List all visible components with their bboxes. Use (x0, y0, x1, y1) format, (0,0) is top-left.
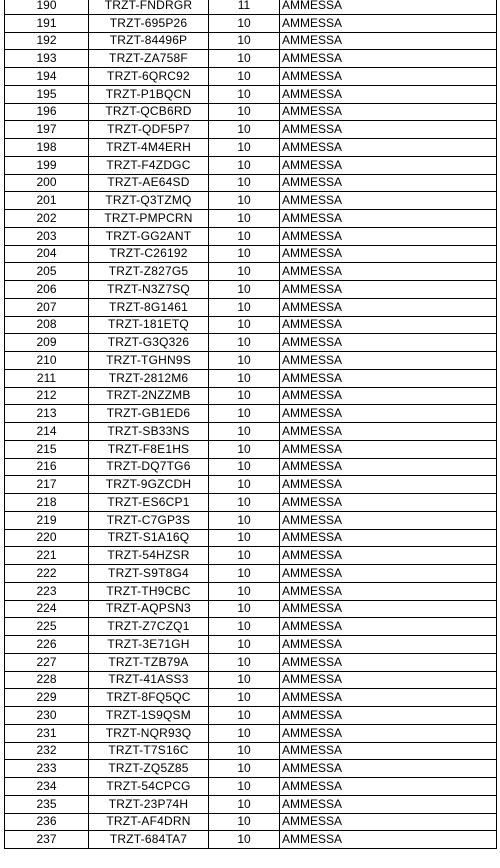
status-cell: AMMESSA (280, 352, 497, 370)
table-row (5, 760, 497, 778)
row-number: 201 (5, 192, 89, 210)
code-cell: TRZT-ZQ5Z85 (89, 760, 209, 778)
status-cell: AMMESSA (280, 760, 497, 778)
status-cell: AMMESSA (280, 724, 497, 742)
table-row (5, 227, 497, 245)
row-number: 210 (5, 352, 89, 370)
score-cell: 10 (209, 387, 280, 405)
code-cell: TRZT-695P26 (89, 14, 209, 32)
row-number: 208 (5, 316, 89, 334)
status-cell: AMMESSA (280, 618, 497, 636)
score-cell: 10 (209, 139, 280, 157)
score-cell: 10 (209, 511, 280, 529)
code-cell: TRZT-4M4ERH (89, 139, 209, 157)
table-row (5, 139, 497, 157)
code-cell: TRZT-DQ7TG6 (89, 458, 209, 476)
code-cell: TRZT-PMPCRN (89, 210, 209, 228)
code-cell: TRZT-Q3TZMQ (89, 192, 209, 210)
score-cell: 10 (209, 440, 280, 458)
score-cell: 10 (209, 689, 280, 707)
score-cell: 10 (209, 547, 280, 565)
score-cell: 10 (209, 352, 280, 370)
status-cell: AMMESSA (280, 653, 497, 671)
status-cell: AMMESSA (280, 50, 497, 68)
row-number: 209 (5, 334, 89, 352)
table-row (5, 423, 497, 441)
table-row (5, 281, 497, 299)
score-cell: 10 (209, 724, 280, 742)
code-cell: TRZT-N3Z7SQ (89, 281, 209, 299)
score-cell: 10 (209, 653, 280, 671)
status-cell: AMMESSA (280, 227, 497, 245)
row-number: 221 (5, 547, 89, 565)
table-row (5, 68, 497, 86)
score-cell: 10 (209, 210, 280, 228)
code-cell: TRZT-F4ZDGC (89, 156, 209, 174)
score-cell: 10 (209, 14, 280, 32)
status-cell: AMMESSA (280, 795, 497, 813)
status-cell: AMMESSA (280, 689, 497, 707)
row-number: 230 (5, 707, 89, 725)
status-cell: AMMESSA (280, 139, 497, 157)
table-row (5, 352, 497, 370)
code-cell: TRZT-C7GP3S (89, 511, 209, 529)
code-cell: TRZT-1S9QSM (89, 707, 209, 725)
score-cell: 10 (209, 32, 280, 50)
score-cell: 10 (209, 405, 280, 423)
score-cell: 10 (209, 103, 280, 121)
row-number: 196 (5, 103, 89, 121)
code-cell: TRZT-T7S16C (89, 742, 209, 760)
code-cell: TRZT-AQPSN3 (89, 600, 209, 618)
table-row (5, 529, 497, 547)
score-cell: 10 (209, 476, 280, 494)
status-cell: AMMESSA (280, 582, 497, 600)
row-number: 193 (5, 50, 89, 68)
code-cell: TRZT-S1A16Q (89, 529, 209, 547)
row-number: 194 (5, 68, 89, 86)
status-cell: AMMESSA (280, 387, 497, 405)
code-cell: TRZT-NQR93Q (89, 724, 209, 742)
code-cell: TRZT-G3Q326 (89, 334, 209, 352)
status-cell: AMMESSA (280, 369, 497, 387)
row-number: 232 (5, 742, 89, 760)
row-number: 211 (5, 369, 89, 387)
table-row (5, 671, 497, 689)
score-cell: 10 (209, 636, 280, 654)
row-number: 205 (5, 263, 89, 281)
table-row (5, 707, 497, 725)
code-cell: TRZT-6QRC92 (89, 68, 209, 86)
status-cell: AMMESSA (280, 85, 497, 103)
table-row (5, 778, 497, 796)
row-number: 213 (5, 405, 89, 423)
status-cell: AMMESSA (280, 32, 497, 50)
row-number: 203 (5, 227, 89, 245)
status-cell: AMMESSA (280, 0, 497, 14)
table-row (5, 316, 497, 334)
score-cell: 10 (209, 565, 280, 583)
status-cell: AMMESSA (280, 298, 497, 316)
status-cell: AMMESSA (280, 281, 497, 299)
score-cell: 10 (209, 795, 280, 813)
results-table (4, 0, 497, 849)
code-cell: TRZT-684TA7 (89, 831, 209, 849)
table-row (5, 174, 497, 192)
status-cell: AMMESSA (280, 529, 497, 547)
score-cell: 10 (209, 298, 280, 316)
status-cell: AMMESSA (280, 636, 497, 654)
row-number: 233 (5, 760, 89, 778)
status-cell: AMMESSA (280, 156, 497, 174)
code-cell: TRZT-AF4DRN (89, 813, 209, 831)
status-cell: AMMESSA (280, 263, 497, 281)
table-row (5, 689, 497, 707)
score-cell: 10 (209, 494, 280, 512)
status-cell: AMMESSA (280, 671, 497, 689)
code-cell: TRZT-54CPCG (89, 778, 209, 796)
row-number: 235 (5, 795, 89, 813)
score-cell: 10 (209, 671, 280, 689)
score-cell: 10 (209, 760, 280, 778)
row-number: 212 (5, 387, 89, 405)
code-cell: TRZT-TGHN9S (89, 352, 209, 370)
code-cell: TRZT-GB1ED6 (89, 405, 209, 423)
code-cell: TRZT-181ETQ (89, 316, 209, 334)
status-cell: AMMESSA (280, 174, 497, 192)
status-cell: AMMESSA (280, 316, 497, 334)
code-cell: TRZT-TH9CBC (89, 582, 209, 600)
status-cell: AMMESSA (280, 778, 497, 796)
code-cell: TRZT-F8E1HS (89, 440, 209, 458)
status-cell: AMMESSA (280, 210, 497, 228)
table-row (5, 298, 497, 316)
code-cell: TRZT-2NZZMB (89, 387, 209, 405)
score-cell: 10 (209, 192, 280, 210)
row-number: 204 (5, 245, 89, 263)
status-cell: AMMESSA (280, 423, 497, 441)
status-cell: AMMESSA (280, 68, 497, 86)
status-cell: AMMESSA (280, 547, 497, 565)
table-row (5, 32, 497, 50)
row-number: 220 (5, 529, 89, 547)
code-cell: TRZT-84496P (89, 32, 209, 50)
score-cell: 10 (209, 316, 280, 334)
table-row (5, 813, 497, 831)
table-row (5, 440, 497, 458)
code-cell: TRZT-AE64SD (89, 174, 209, 192)
score-cell: 10 (209, 707, 280, 725)
status-cell: AMMESSA (280, 831, 497, 849)
score-cell: 10 (209, 742, 280, 760)
table-row (5, 50, 497, 68)
table-row (5, 511, 497, 529)
row-number: 202 (5, 210, 89, 228)
row-number: 229 (5, 689, 89, 707)
table-row (5, 494, 497, 512)
score-cell: 10 (209, 50, 280, 68)
status-cell: AMMESSA (280, 334, 497, 352)
table-row (5, 458, 497, 476)
status-cell: AMMESSA (280, 103, 497, 121)
table-row (5, 600, 497, 618)
score-cell: 10 (209, 85, 280, 103)
code-cell: TRZT-41ASS3 (89, 671, 209, 689)
row-number: 195 (5, 85, 89, 103)
table-row (5, 210, 497, 228)
row-number: 218 (5, 494, 89, 512)
status-cell: AMMESSA (280, 476, 497, 494)
row-number: 226 (5, 636, 89, 654)
code-cell: TRZT-SB33NS (89, 423, 209, 441)
row-number: 217 (5, 476, 89, 494)
score-cell: 10 (209, 227, 280, 245)
row-number: 234 (5, 778, 89, 796)
code-cell: TRZT-QDF5P7 (89, 121, 209, 139)
row-number: 225 (5, 618, 89, 636)
table-row (5, 369, 497, 387)
code-cell: TRZT-23P74H (89, 795, 209, 813)
status-cell: AMMESSA (280, 14, 497, 32)
status-cell: AMMESSA (280, 565, 497, 583)
status-cell: AMMESSA (280, 813, 497, 831)
row-number: 200 (5, 174, 89, 192)
code-cell: TRZT-GG2ANT (89, 227, 209, 245)
status-cell: AMMESSA (280, 494, 497, 512)
score-cell: 10 (209, 831, 280, 849)
status-cell: AMMESSA (280, 440, 497, 458)
row-number: 198 (5, 139, 89, 157)
score-cell: 10 (209, 281, 280, 299)
table-row (5, 192, 497, 210)
score-cell: 10 (209, 529, 280, 547)
score-cell: 10 (209, 174, 280, 192)
row-number: 219 (5, 511, 89, 529)
score-cell: 10 (209, 778, 280, 796)
table-row (5, 14, 497, 32)
results-table-body (5, 0, 497, 849)
row-number: 216 (5, 458, 89, 476)
score-cell: 11 (209, 0, 280, 14)
status-cell: AMMESSA (280, 245, 497, 263)
code-cell: TRZT-Z7CZQ1 (89, 618, 209, 636)
table-row (5, 334, 497, 352)
table-row (5, 85, 497, 103)
status-cell: AMMESSA (280, 742, 497, 760)
row-number: 215 (5, 440, 89, 458)
table-row (5, 387, 497, 405)
row-number: 191 (5, 14, 89, 32)
table-row (5, 636, 497, 654)
code-cell: TRZT-TZB79A (89, 653, 209, 671)
row-number: 192 (5, 32, 89, 50)
code-cell: TRZT-ZA758F (89, 50, 209, 68)
score-cell: 10 (209, 68, 280, 86)
row-number: 222 (5, 565, 89, 583)
table-row (5, 245, 497, 263)
table-row (5, 724, 497, 742)
table-row (5, 156, 497, 174)
status-cell: AMMESSA (280, 458, 497, 476)
table-row (5, 582, 497, 600)
score-cell: 10 (209, 121, 280, 139)
code-cell: TRZT-9GZCDH (89, 476, 209, 494)
status-cell: AMMESSA (280, 707, 497, 725)
table-row (5, 0, 497, 14)
status-cell: AMMESSA (280, 121, 497, 139)
row-number: 228 (5, 671, 89, 689)
table-row (5, 795, 497, 813)
status-cell: AMMESSA (280, 192, 497, 210)
score-cell: 10 (209, 813, 280, 831)
table-row (5, 103, 497, 121)
score-cell: 10 (209, 245, 280, 263)
score-cell: 10 (209, 334, 280, 352)
code-cell: TRZT-8FQ5QC (89, 689, 209, 707)
row-number: 237 (5, 831, 89, 849)
score-cell: 10 (209, 263, 280, 281)
row-number: 207 (5, 298, 89, 316)
score-cell: 10 (209, 156, 280, 174)
status-cell: AMMESSA (280, 405, 497, 423)
code-cell: TRZT-P1BQCN (89, 85, 209, 103)
row-number: 231 (5, 724, 89, 742)
row-number: 190 (5, 0, 89, 14)
code-cell: TRZT-S9T8G4 (89, 565, 209, 583)
table-row (5, 476, 497, 494)
row-number: 223 (5, 582, 89, 600)
row-number: 224 (5, 600, 89, 618)
score-cell: 10 (209, 423, 280, 441)
score-cell: 10 (209, 618, 280, 636)
row-number: 236 (5, 813, 89, 831)
table-row (5, 742, 497, 760)
table-row (5, 263, 497, 281)
table-row (5, 653, 497, 671)
row-number: 199 (5, 156, 89, 174)
code-cell: TRZT-C26192 (89, 245, 209, 263)
code-cell: TRZT-8G1461 (89, 298, 209, 316)
row-number: 197 (5, 121, 89, 139)
code-cell: TRZT-QCB6RD (89, 103, 209, 121)
score-cell: 10 (209, 582, 280, 600)
code-cell: TRZT-54HZSR (89, 547, 209, 565)
code-cell: TRZT-Z827G5 (89, 263, 209, 281)
code-cell: TRZT-3E71GH (89, 636, 209, 654)
table-row (5, 121, 497, 139)
table-row (5, 547, 497, 565)
table-row (5, 618, 497, 636)
code-cell: TRZT-ES6CP1 (89, 494, 209, 512)
row-number: 227 (5, 653, 89, 671)
table-row (5, 565, 497, 583)
status-cell: AMMESSA (280, 600, 497, 618)
score-cell: 10 (209, 458, 280, 476)
score-cell: 10 (209, 369, 280, 387)
score-cell: 10 (209, 600, 280, 618)
table-row (5, 831, 497, 849)
code-cell: TRZT-2812M6 (89, 369, 209, 387)
row-number: 206 (5, 281, 89, 299)
row-number: 214 (5, 423, 89, 441)
code-cell: TRZT-FNDRGR (89, 0, 209, 14)
table-row (5, 405, 497, 423)
status-cell: AMMESSA (280, 511, 497, 529)
